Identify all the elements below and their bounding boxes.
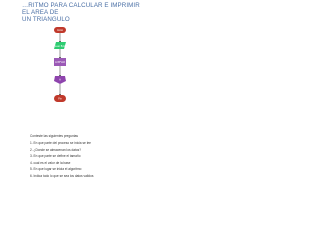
output-label: A xyxy=(59,78,61,82)
question-item: 4. cual es el valor de la base xyxy=(30,160,71,165)
input-parallelogram xyxy=(54,42,66,49)
questions-intro: Conteste las siguientes preguntas xyxy=(30,134,79,138)
start-terminator xyxy=(54,27,66,33)
questions-section xyxy=(30,133,145,180)
title-line-1: …RITMO PARA CALCULAR E IMPRIMIR EL AREA DE xyxy=(22,2,140,16)
output-shape xyxy=(54,76,66,84)
document-page xyxy=(0,0,149,198)
question-item: 1. En que parte del proceso se inicia se lee xyxy=(30,141,91,146)
process-label: A=B*H/2 xyxy=(54,61,66,64)
question-item: 2. ¿Donde se almacenan los datos? xyxy=(30,147,82,152)
question-item: 3. En que parte se define el tamaño xyxy=(30,154,81,159)
start-label: Inicio xyxy=(56,29,64,32)
process-box xyxy=(54,58,66,66)
title-line-2: UN TRIANGULO xyxy=(22,16,70,23)
question-item: 6. Indica todo lo que se sea los datos validos xyxy=(30,174,94,179)
input-label: Leer B,H xyxy=(54,44,66,48)
question-item: 5. En que lugar se inicia el algoritmo xyxy=(30,167,82,172)
end-label: Fin xyxy=(58,97,62,101)
end-terminator xyxy=(54,95,66,102)
